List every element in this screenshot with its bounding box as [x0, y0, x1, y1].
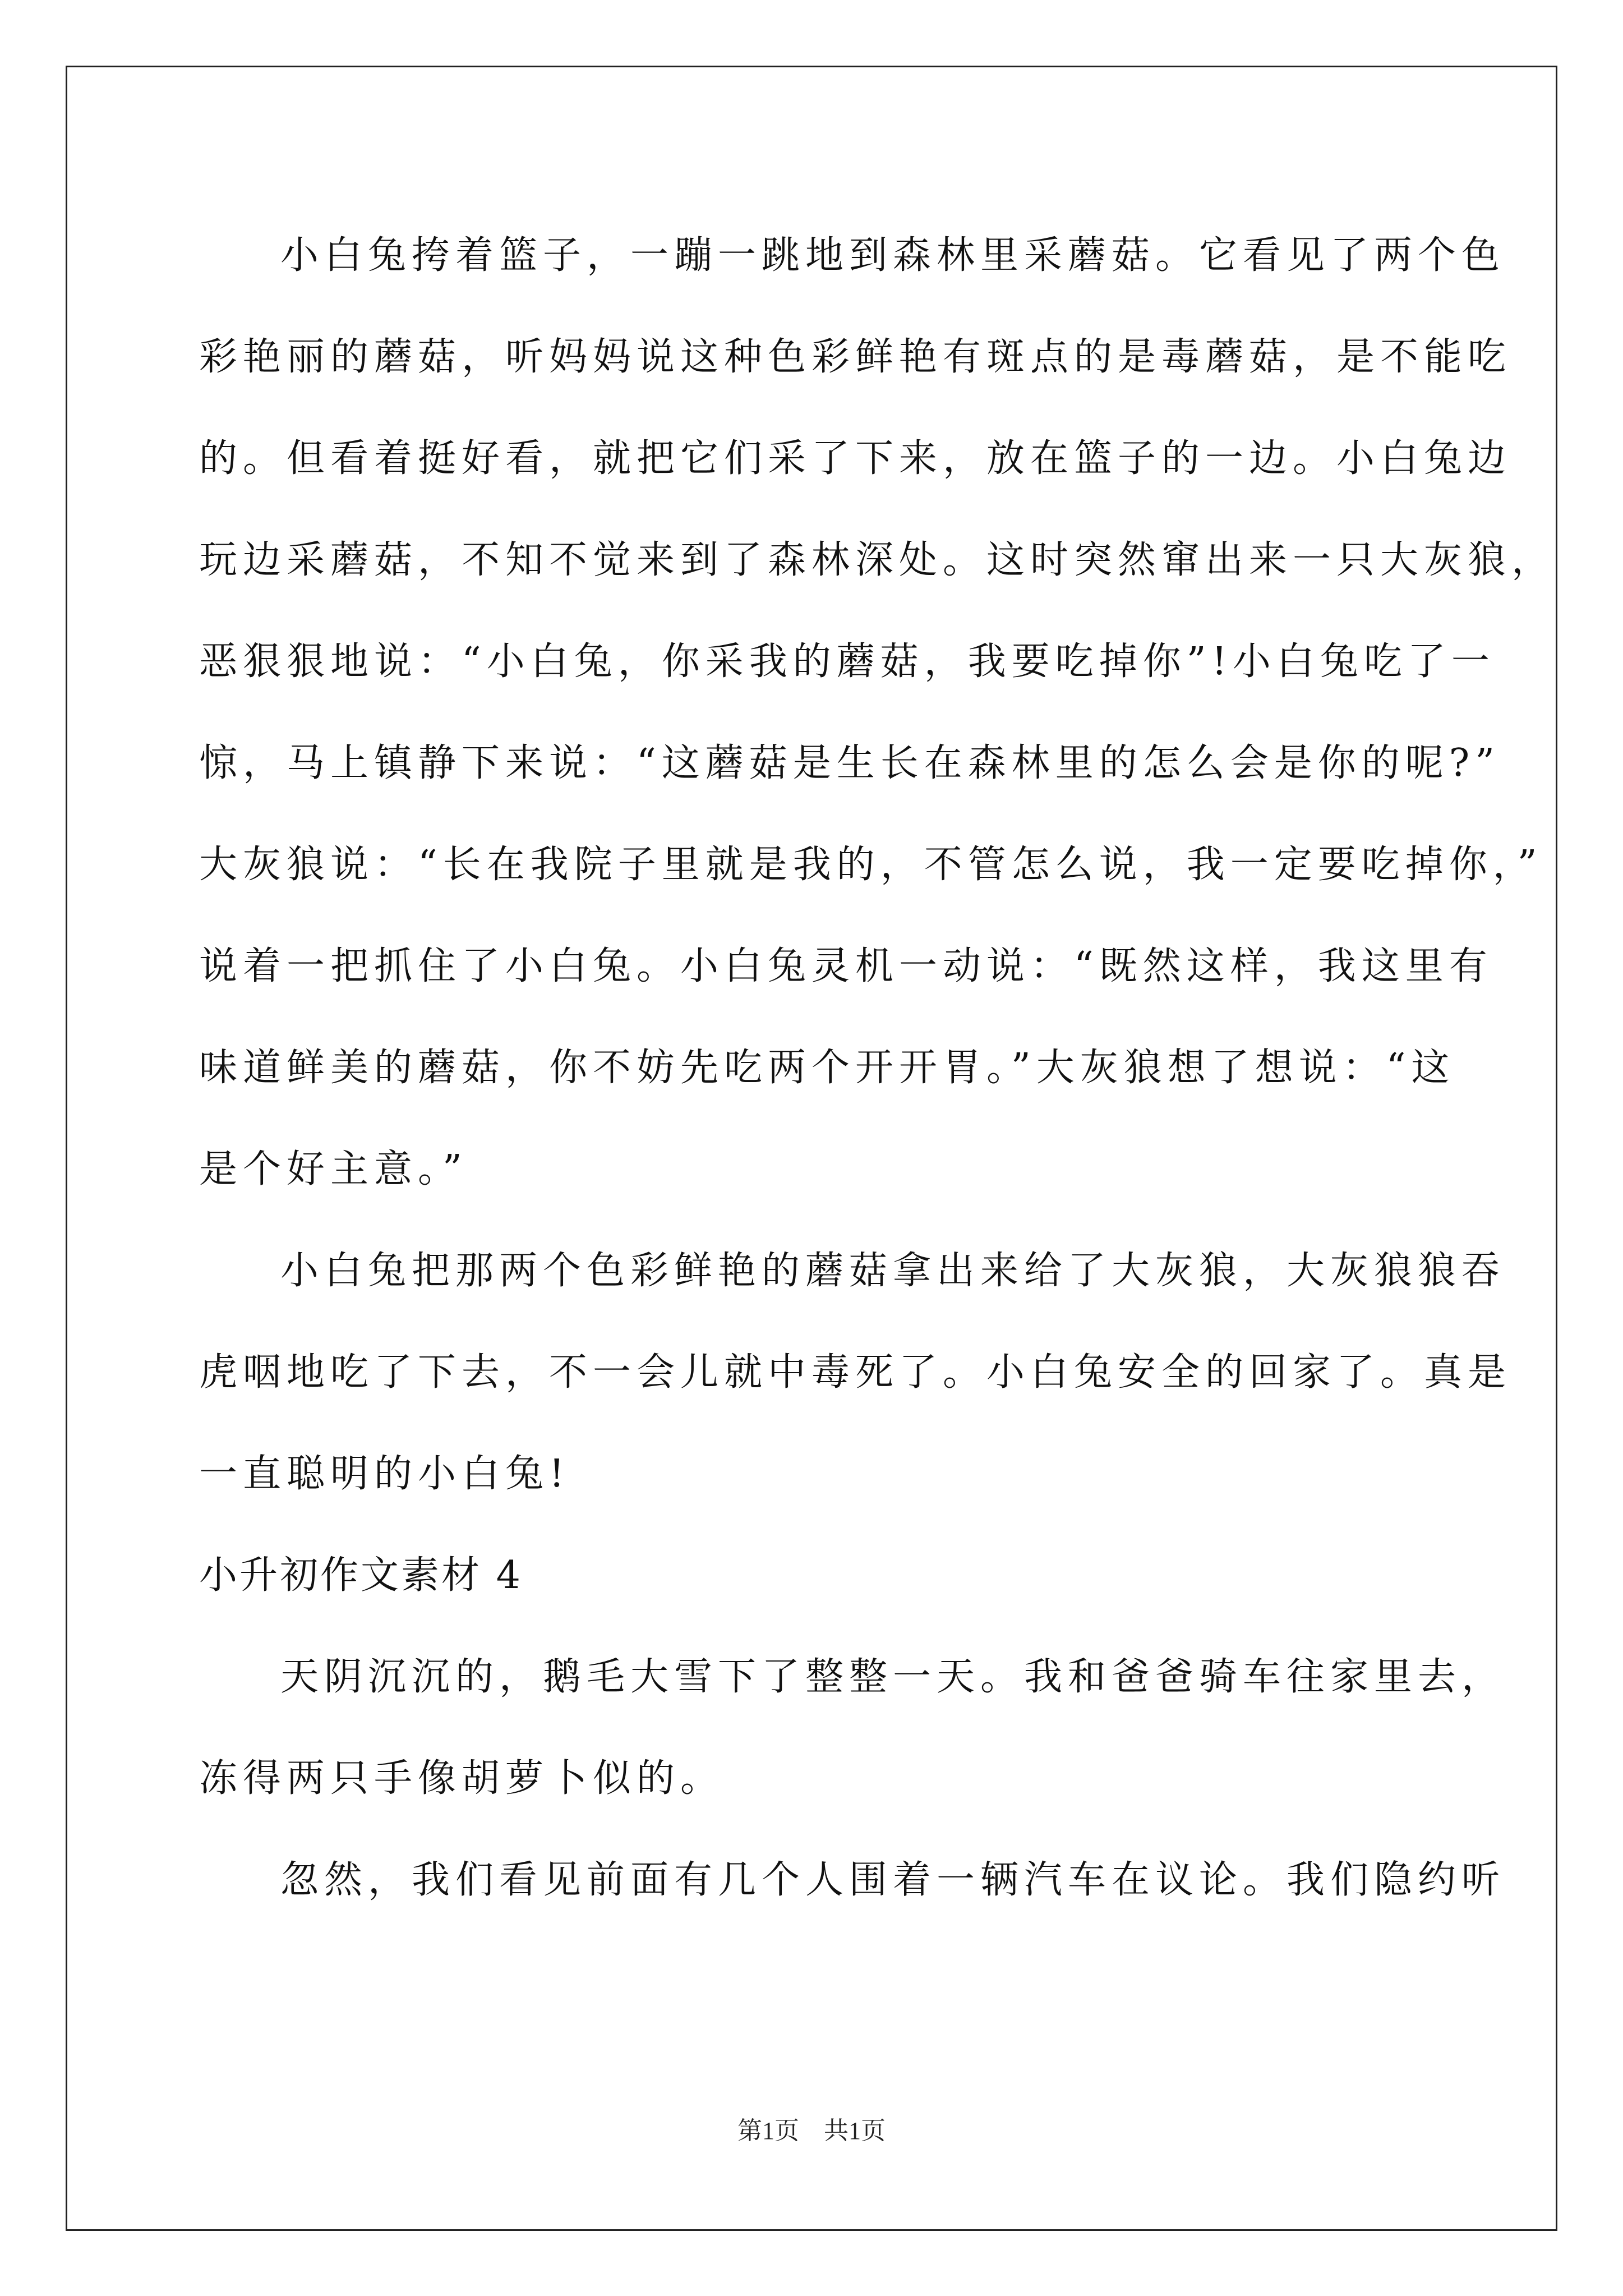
page-footer: 第1页 共1页	[737, 2117, 886, 2145]
paragraph-line: 玩边采蘑菇，不知不觉来到了森林深处。这时突然窜出来一只大灰狼，	[199, 538, 1556, 582]
paragraph-line: 大灰狼说：“长在我院子里就是我的，不管怎么说，我一定要吃掉你，”	[199, 843, 1543, 887]
paragraph-line: 的。但看着挺好看，就把它们采了下来，放在篮子的一边。小白兔边	[199, 436, 1512, 481]
paragraph-line: 惊，马上镇静下来说：“这蘑菇是生长在森林里的怎么会是你的呢?”	[199, 741, 1500, 785]
paragraph-line: 味道鲜美的蘑菇，你不妨先吃两个开开胃。”大灰狼想了想说：“这	[199, 1046, 1455, 1090]
paragraph-line: 说着一把抓住了小白兔。小白兔灵机一动说：“既然这样，我这里有	[199, 944, 1493, 988]
paragraph-line: 是个好主意。”	[199, 1147, 468, 1191]
paragraph-line: 忽然，我们看见前面有几个人围着一辆汽车在议论。我们隐约听	[280, 1858, 1506, 1902]
paragraph-line: 小白兔挎着篮子，一蹦一跳地到森林里采蘑菇。它看见了两个色	[280, 233, 1506, 278]
paragraph-line: 一直聪明的小白兔!	[199, 1452, 570, 1496]
paragraph-line: 冻得两只手像胡萝卜似的。	[199, 1756, 725, 1801]
document-body	[199, 205, 1556, 1931]
section-heading: 小升初作文素材 4	[199, 1553, 523, 1598]
paragraph-line: 虎咽地吃了下去，不一会儿就中毒死了。小白兔安全的回家了。真是	[199, 1350, 1512, 1395]
paragraph-line: 恶狠狠地说：“小白兔，你采我的蘑菇，我要吃掉你”!小白兔吃了一	[199, 639, 1495, 684]
paragraph-line: 小白兔把那两个色彩鲜艳的蘑菇拿出来给了大灰狼，大灰狼狼吞	[280, 1249, 1506, 1293]
paragraph-line: 天阴沉沉的，鹅毛大雪下了整整一天。我和爸爸骑车往家里去，	[280, 1655, 1506, 1699]
paragraph-line: 彩艳丽的蘑菇，听妈妈说这种色彩鲜艳有斑点的是毒蘑菇，是不能吃	[199, 335, 1512, 379]
